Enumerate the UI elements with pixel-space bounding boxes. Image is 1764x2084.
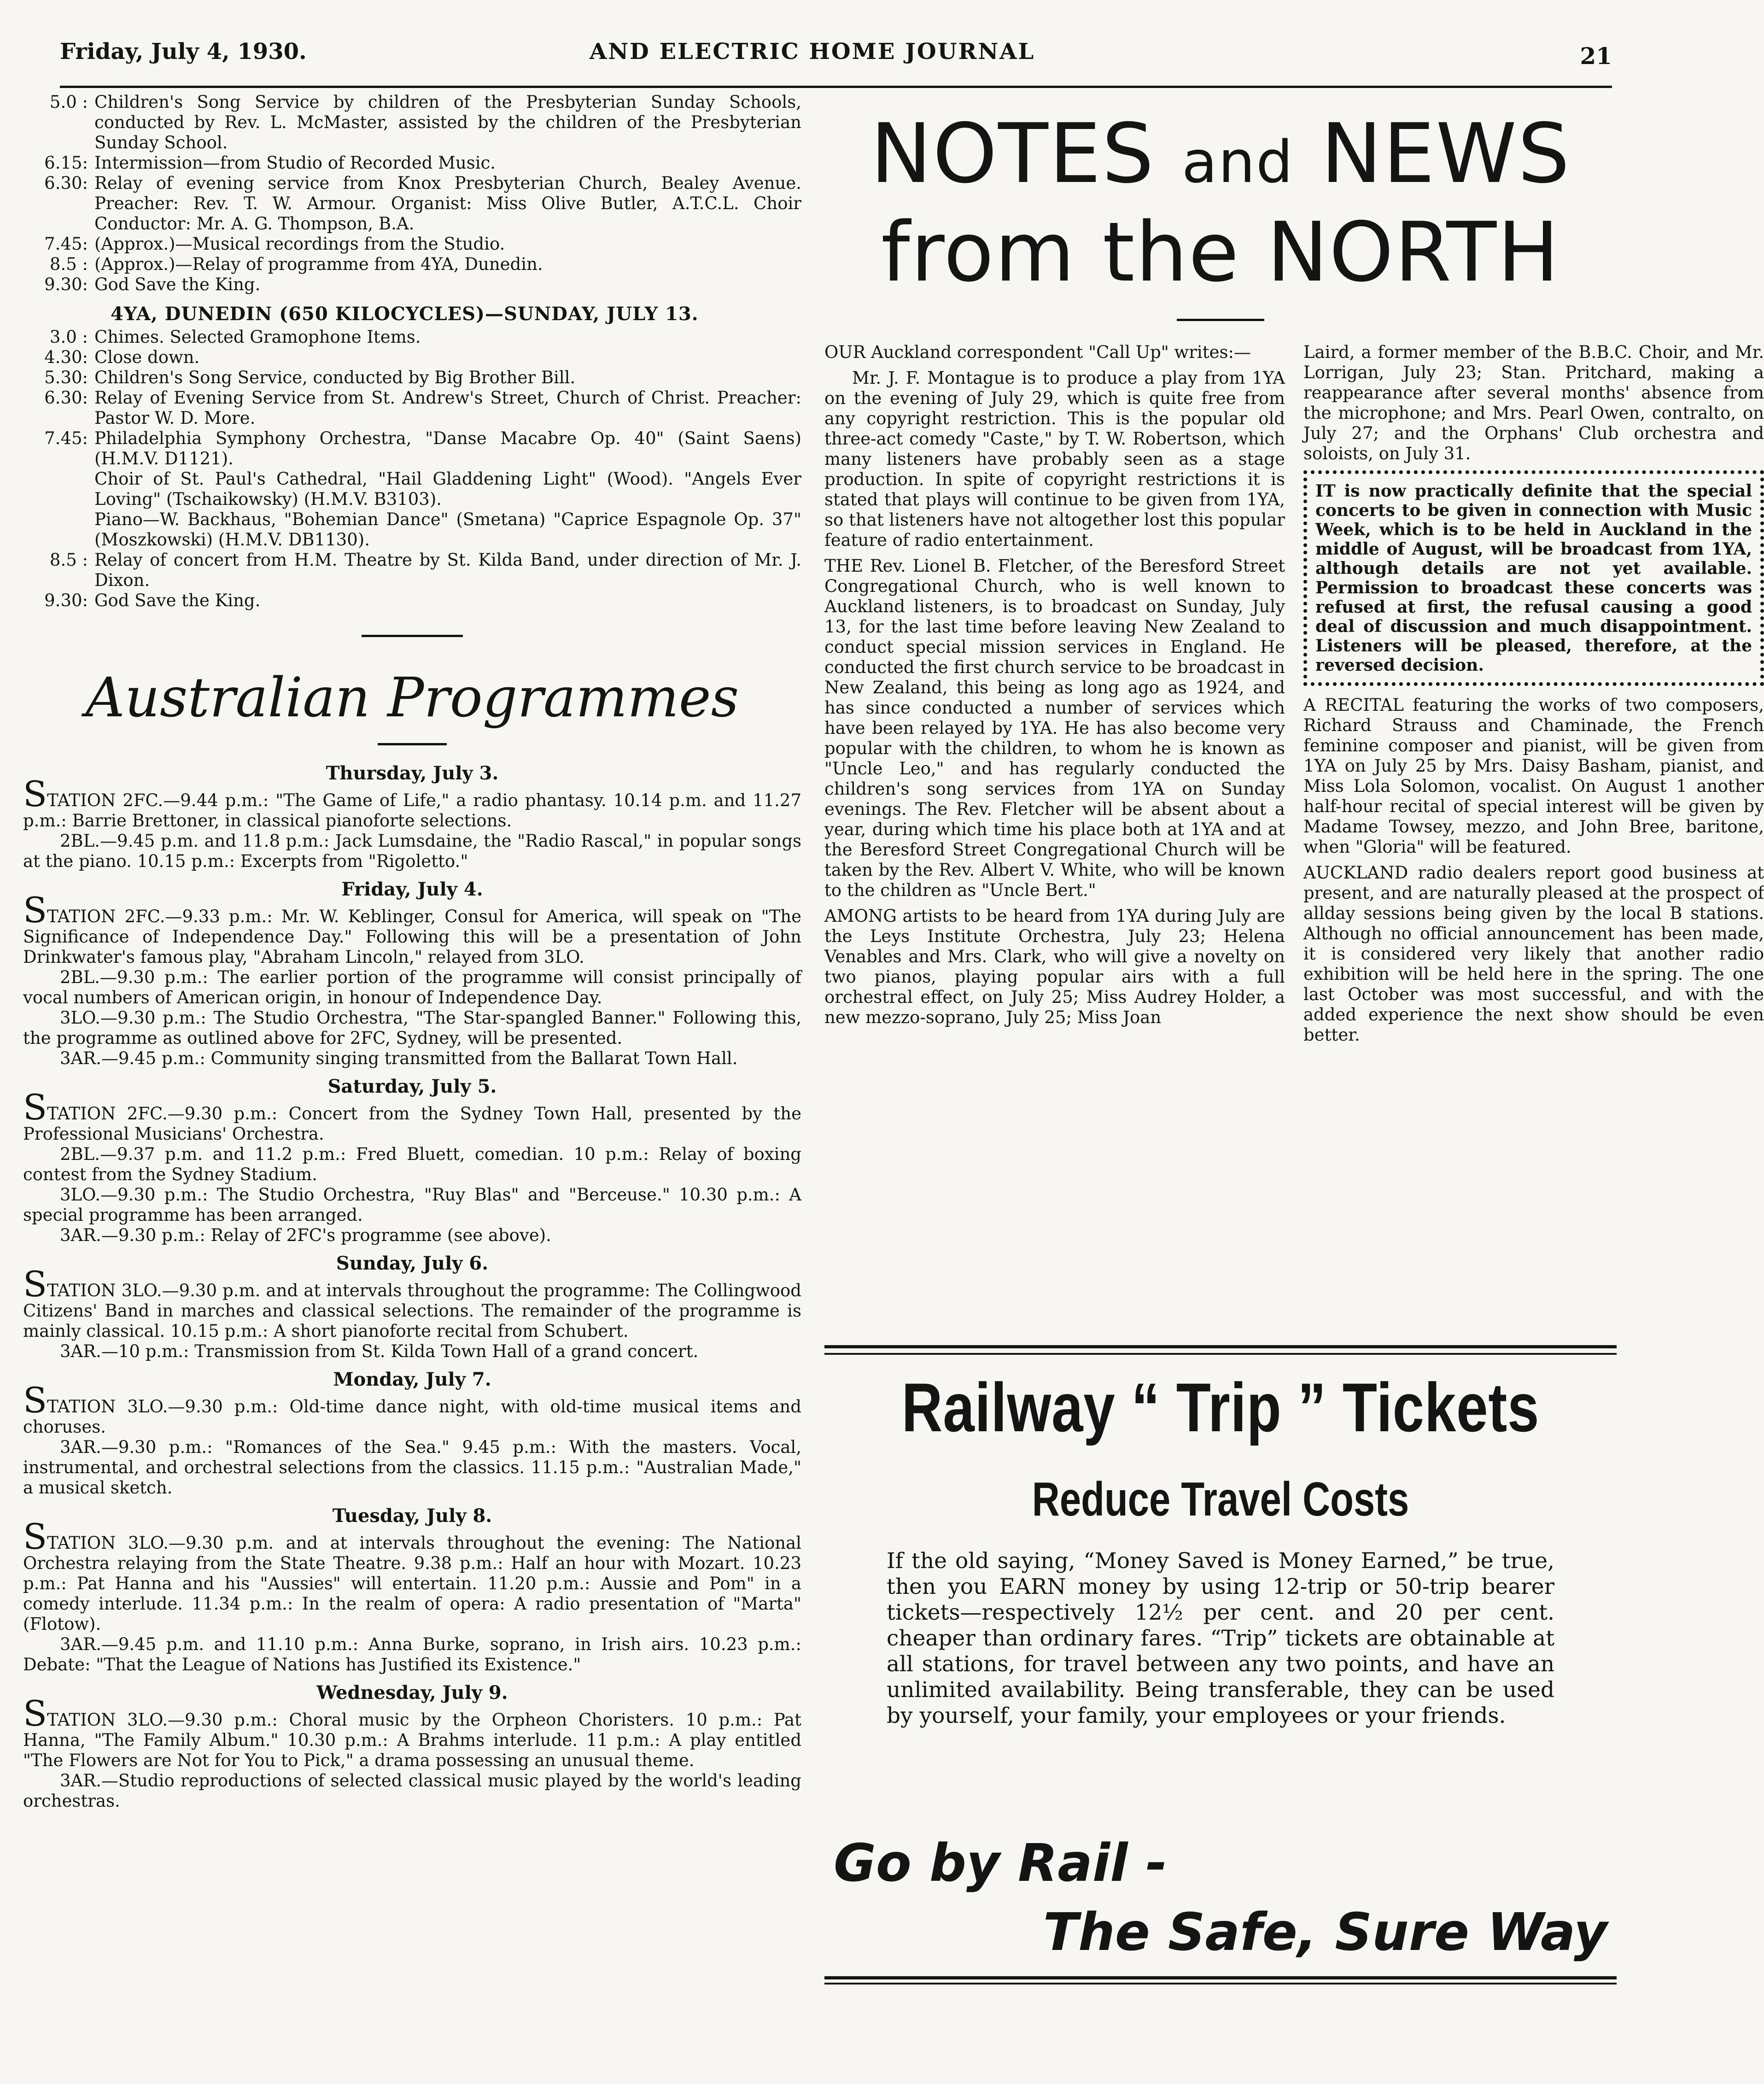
programme-time: 6.30:: [44, 173, 88, 193]
news-paragraph: THE Rev. Lionel B. Fletcher, of the Beresford Street Congregational Church, who is well known to Auckland listeners, is to broadcast on Sunday, July 13, for the last time before leaving New Zealand to conduct special mission services in England. He conducted the first church service to be broadcast in New Zealand, this being as long ago as 1924, and has since conducted a number of services which have been relayed by 1YA. He has also become very popular with the children, to whom he is known as "Uncle Leo," and has regularly conducted the children's song services from 1YA on Sunday evenings. The Rev. Fletcher will be absent about a year, during which time his place both at 1YA and at the Beresford Street Congregational Church will be taken by the Rev. Albert V. White, who will be known to the children as "Uncle Bert.": [824, 556, 1285, 900]
day-heading: Monday, July 7.: [333, 1369, 491, 1390]
title-underline: [378, 743, 447, 745]
day-paragraph: 3LO.—9.30 p.m.: The Studio Orchestra, "The Star-spangled Banner." Following this, the programme as outlined above for 2FC, Sydney, will be presented.: [23, 1008, 801, 1048]
programme-line: [23, 550, 801, 591]
day-paragraph: 3AR.—9.30 p.m.: Relay of 2FC's programme (see above).: [60, 1225, 551, 1245]
programme-line: [23, 173, 801, 234]
publication-title: AND ELECTRIC HOME JOURNAL: [590, 39, 1035, 64]
boxed-notice: IT is now practically definite that the special concerts to be given in connection with Music Week, which is to be held in Auckland in the middle of August, will be broadcast from 1YA, although details are not yet available. Permission to broadcast these concerts was refused at first, the refusal causing a good deal of discussion and much disappointment. Listeners will be pleased, therefore, at the reversed decision.: [1303, 470, 1764, 686]
programme-line: [23, 275, 801, 295]
day-paragraph: 3AR.—9.45 p.m.: Community singing transmitted from the Ballarat Town Hall.: [60, 1048, 738, 1068]
day-paragraph: 3AR.—Studio reproductions of selected classical music played by the world's leading orchestras.: [23, 1771, 801, 1811]
programme-line: [23, 347, 801, 368]
programme-description: God Save the King.: [94, 275, 261, 294]
programme-time: 8.5 :: [49, 254, 88, 274]
programme-line: [23, 509, 801, 550]
news-paragraph: A RECITAL featuring the works of two composers, Richard Strauss and Chaminade, the French feminine composer and pianist, will be given from 1YA on July 25 by Mrs. Daisy Basham, pianist, and Miss Lola Solomon, vocalist. On August 1 another half-hour recital of special interest will be given by Madame Towsey, mezzo, and John Bree, baritone, when "Gloria" will be featured.: [1303, 695, 1764, 857]
dunedin-top-programme: [23, 92, 801, 295]
section-divider: [362, 635, 463, 637]
programme-description: Children's Song Service by children of the Presbyterian Sunday Schools, conducted by Rev. L. McMaster, assisted by the children of the Presbyterian Sunday School.: [94, 92, 801, 152]
programme-time: 8.5 :: [49, 550, 88, 570]
programme-line: [23, 368, 801, 388]
day-paragraph: 3AR.—9.30 p.m.: "Romances of the Sea." 9.45 p.m.: With the masters. Vocal, instrumental, and orchestral selections from the classics. 11.15 p.m.: "Australian Made," a musical sketch.: [23, 1437, 801, 1498]
programme-description: Choir of St. Paul's Cathedral, "Hail Gladdening Light" (Wood). "Angels Ever Loving" (Tschaikowsky) (H.M.V. B3103).: [94, 469, 801, 509]
ad-slogan-line2: The Safe, Sure Way: [1043, 1903, 1607, 1962]
programme-description: Relay of evening service from Knox Presbyterian Church, Bealey Avenue. Preacher: Rev. T. W. Armour. Organist: Miss Olive Butler, A.T.C.L. Choir Conductor: Mr. A. G. Thompson, B.A.: [94, 173, 801, 234]
programme-time: [23, 509, 94, 550]
news-paragraph-continued: Laird, a former member of the B.B.C. Choir, and Mr. Lorrigan, July 23; Stan. Pritchard, making a reappearance after several months' absence from the microphone; and Mrs. Pearl Owen, contralto, on July 27; and the Orphans' Club orchestra and soloists, on July 31.: [1303, 342, 1764, 463]
programme-description: Philadelphia Symphony Orchestra, "Danse Macabre Op. 40" (Saint Saens) (H.M.V. D1121).: [94, 428, 801, 468]
programme-description: God Save the King.: [94, 591, 261, 610]
programme-time: 9.30:: [44, 591, 88, 610]
header-rule: [60, 86, 1612, 88]
ad-headline: Railway “ Trip ” Tickets: [901, 1369, 1540, 1446]
programme-line: [23, 92, 801, 153]
day-paragraph: STATION 2FC.—9.30 p.m.: Concert from the Sydney Town Hall, presented by the Professional Musicians' Orchestra.: [23, 1087, 801, 1144]
programme-description: (Approx.)—Musical recordings from the Studio.: [94, 234, 505, 254]
day-heading: Saturday, July 5.: [327, 1076, 497, 1097]
notes-news-title: [824, 106, 1617, 300]
day-heading: Tuesday, July 8.: [332, 1505, 492, 1527]
programme-time: 7.45:: [44, 234, 88, 254]
programme-line: [23, 591, 801, 611]
railway-advertisement: [824, 1345, 1617, 1981]
programme-description: Children's Song Service, conducted by Big Brother Bill.: [94, 368, 576, 387]
programme-time: 3.0 :: [49, 327, 88, 347]
programme-line: [23, 254, 801, 275]
news-columns: [824, 342, 1764, 1051]
day-paragraph: STATION 2FC.—9.44 p.m.: "The Game of Life," a radio phantasy. 10.14 p.m. and 11.27 p.m.: Barrie Brettoner, in classical pianoforte selections.: [23, 773, 801, 831]
programme-description: Piano—W. Backhaus, "Bohemian Dance" (Smetana) "Caprice Espagnole Op. 37" (Moszkowski) (H.M.V. DB1130).: [94, 509, 801, 550]
day-paragraph: STATION 3LO.—9.30 p.m. and at intervals throughout the evening: The National Orchestra relaying from the State Theatre. 9.38 p.m.: Half an hour with Mozart. 10.23 p.m.: Pat Hanna and his "Aussies" will entertain. 11.20 p.m.: Aussie and Pom" in a comedy interlude. 11.34 p.m.: In the realm of opera: A radio presentation of "Marta" (Flotow).: [23, 1516, 801, 1634]
programme-time: 7.45:: [44, 428, 88, 448]
news-paragraph: AUCKLAND radio dealers report good business at present, and are naturally pleased at the prospect of allday sessions being given by the local B stations. Although no official announcement has been made, it is considered very likely that another radio exhibition will be held here in the spring. The one last October was most successful, and with the added experience the next show should be even better.: [1303, 863, 1764, 1045]
notes-word: NOTES: [870, 106, 1155, 201]
programme-description: (Approx.)—Relay of programme from 4YA, Dunedin.: [94, 254, 543, 274]
day-paragraph: 3AR.—9.45 p.m. and 11.10 p.m.: Anna Burke, soprano, in Irish airs. 10.23 p.m.: Debate: "That the League of Nations has Justified its Existence.": [23, 1634, 801, 1674]
station-4ya-heading: 4YA, DUNEDIN (650 KILOCYCLES)—SUNDAY, JULY 13.: [111, 303, 699, 325]
day-paragraph: 2BL.—9.30 p.m.: The earlier portion of the programme will consist principally of vocal numbers of American origin, in honour of Independence Day.: [23, 967, 801, 1007]
news-column-1: [824, 342, 1285, 1051]
page-header: [60, 36, 1612, 77]
programme-time: 4.30:: [44, 347, 88, 367]
programme-time: 5.30:: [44, 368, 88, 387]
and-word: and: [1181, 128, 1294, 196]
news-column-2-rest: [1303, 695, 1764, 1045]
programme-line: [23, 234, 801, 254]
day-paragraph: STATION 2FC.—9.33 p.m.: Mr. W. Keblinger, Consul for America, will speak on "The Significance of Independence Day." Following this will be a presentation of John Drinkwater's famous play, "Abraham Lincoln," relayed from 3LO.: [23, 890, 801, 967]
programme-description: Intermission—from Studio of Recorded Music.: [94, 153, 496, 173]
programme-description: Relay of concert from H.M. Theatre by St. Kilda Band, under direction of Mr. J. Dixon.: [94, 550, 801, 590]
news-paragraph: AMONG artists to be heard from 1YA during July are the Leys Institute Orchestra, July 23; Helena Venables and Mrs. Clark, who will give a novelty on two pianos, playing popular airs with a full orchestral effect, on July 25; Miss Audrey Holder, a new mezzo-soprano, July 25; Miss Joan: [824, 906, 1285, 1027]
day-paragraph: 2BL.—9.45 p.m. and 11.8 p.m.: Jack Lumsdaine, the "Radio Rascal," in popular songs at the piano. 10.15 p.m.: Excerpts from "Rigoletto.": [23, 831, 801, 871]
ad-bottom-rule: [824, 1976, 1617, 1979]
left-column: [23, 92, 801, 1811]
news-column-2: [1303, 342, 1764, 1051]
day-paragraph: STATION 3LO.—9.30 p.m.: Choral music by the Orpheon Choristers. 10 p.m.: Pat Hanna, "The Family Album." 10.30 p.m.: A Brahms interlude. 11 p.m.: A play entitled "The Flowers are Not for You to Pick," a drama possessing an unusual theme.: [23, 1693, 801, 1770]
australian-programmes-list: [23, 762, 801, 1811]
notes-title-line1: [824, 106, 1617, 207]
programme-line: [23, 428, 801, 469]
programme-line: [23, 469, 801, 509]
australian-programmes-title: Australian Programmes: [85, 666, 739, 729]
day-paragraph: 3LO.—9.30 p.m.: The Studio Orchestra, "Ruy Blas" and "Berceuse." 10.30 p.m.: A special programme has been arranged.: [23, 1185, 801, 1225]
day-heading: Thursday, July 3.: [326, 762, 499, 784]
news-paragraph: OUR Auckland correspondent "Call Up" writes:—: [824, 342, 1251, 362]
programme-description: Chimes. Selected Gramophone Items.: [94, 327, 421, 347]
day-heading: Friday, July 4.: [341, 878, 483, 900]
ad-bottom-rule-2: [824, 1983, 1617, 1984]
ad-top-rule-2: [824, 1353, 1617, 1355]
page-number: 21: [1580, 42, 1612, 70]
day-heading: Sunday, July 6.: [336, 1253, 489, 1274]
programme-time: 5.0 :: [49, 92, 88, 112]
day-paragraph: STATION 3LO.—9.30 p.m. and at intervals throughout the programme: The Collingwood Citizens' Band in marches and classical selections. The remainder of the programme is mainly classical. 10.15 p.m.: A short pianoforte recital from Schubert.: [23, 1264, 801, 1341]
ad-top-rule: [824, 1345, 1617, 1348]
news-word: NEWS: [1320, 106, 1571, 201]
programme-time: [23, 469, 94, 509]
day-paragraph: STATION 3LO.—9.30 p.m.: Old-time dance night, with old-time musical items and choruses.: [23, 1380, 801, 1437]
day-paragraph: 3AR.—10 p.m.: Transmission from St. Kilda Town Hall of a grand concert.: [60, 1341, 699, 1361]
notes-divider: [1177, 319, 1264, 321]
right-column: [824, 92, 1764, 1051]
day-paragraph: 2BL.—9.37 p.m. and 11.2 p.m.: Fred Bluett, comedian. 10 p.m.: Relay of boxing contest from the Sydney Stadium.: [23, 1144, 801, 1184]
ad-slogan-line1: Go by Rail -: [834, 1833, 1168, 1893]
programme-time: 6.30:: [44, 388, 88, 408]
programme-time: 6.15:: [44, 153, 88, 173]
programme-line: [23, 327, 801, 347]
ad-subheadline: Reduce Travel Costs: [1032, 1473, 1409, 1526]
programme-line: [23, 388, 801, 428]
programme-description: Close down.: [94, 347, 200, 367]
programme-time: 9.30:: [44, 275, 88, 294]
ad-body-text: If the old saying, “Money Saved is Money Earned,” be true, then you EARN money by using 12-trip or 50-trip bearer tickets—respectively 12½ per cent. and 20 per cent. cheaper than ordinary fares. “Trip” tickets are obtainable at all stations, for travel between any two points, and have an unlimited availability. Being transferable, they can be used by yourself, your family, your employees or your friends.: [887, 1548, 1554, 1728]
issue-date: Friday, July 4, 1930.: [60, 39, 307, 64]
station-4ya-programme: [23, 327, 801, 611]
notes-title-line2: from the NORTH: [881, 205, 1560, 300]
news-paragraph: Mr. J. F. Montague is to produce a play from 1YA on the evening of July 29, which is quite free from any copyright restriction. This is the popular old three-act comedy "Caste," by T. W. Robertson, which many listeners have probably seen as a stage production. In spite of copyright restrictions it is stated that plays will continue to be given from 1YA, so that listeners have not altogether lost this popular feature of radio entertainment.: [824, 368, 1285, 550]
day-heading: Wednesday, July 9.: [316, 1682, 508, 1703]
programme-description: Relay of Evening Service from St. Andrew's Street, Church of Christ. Preacher: Pastor W. D. More.: [94, 388, 801, 428]
programme-line: [23, 153, 801, 173]
